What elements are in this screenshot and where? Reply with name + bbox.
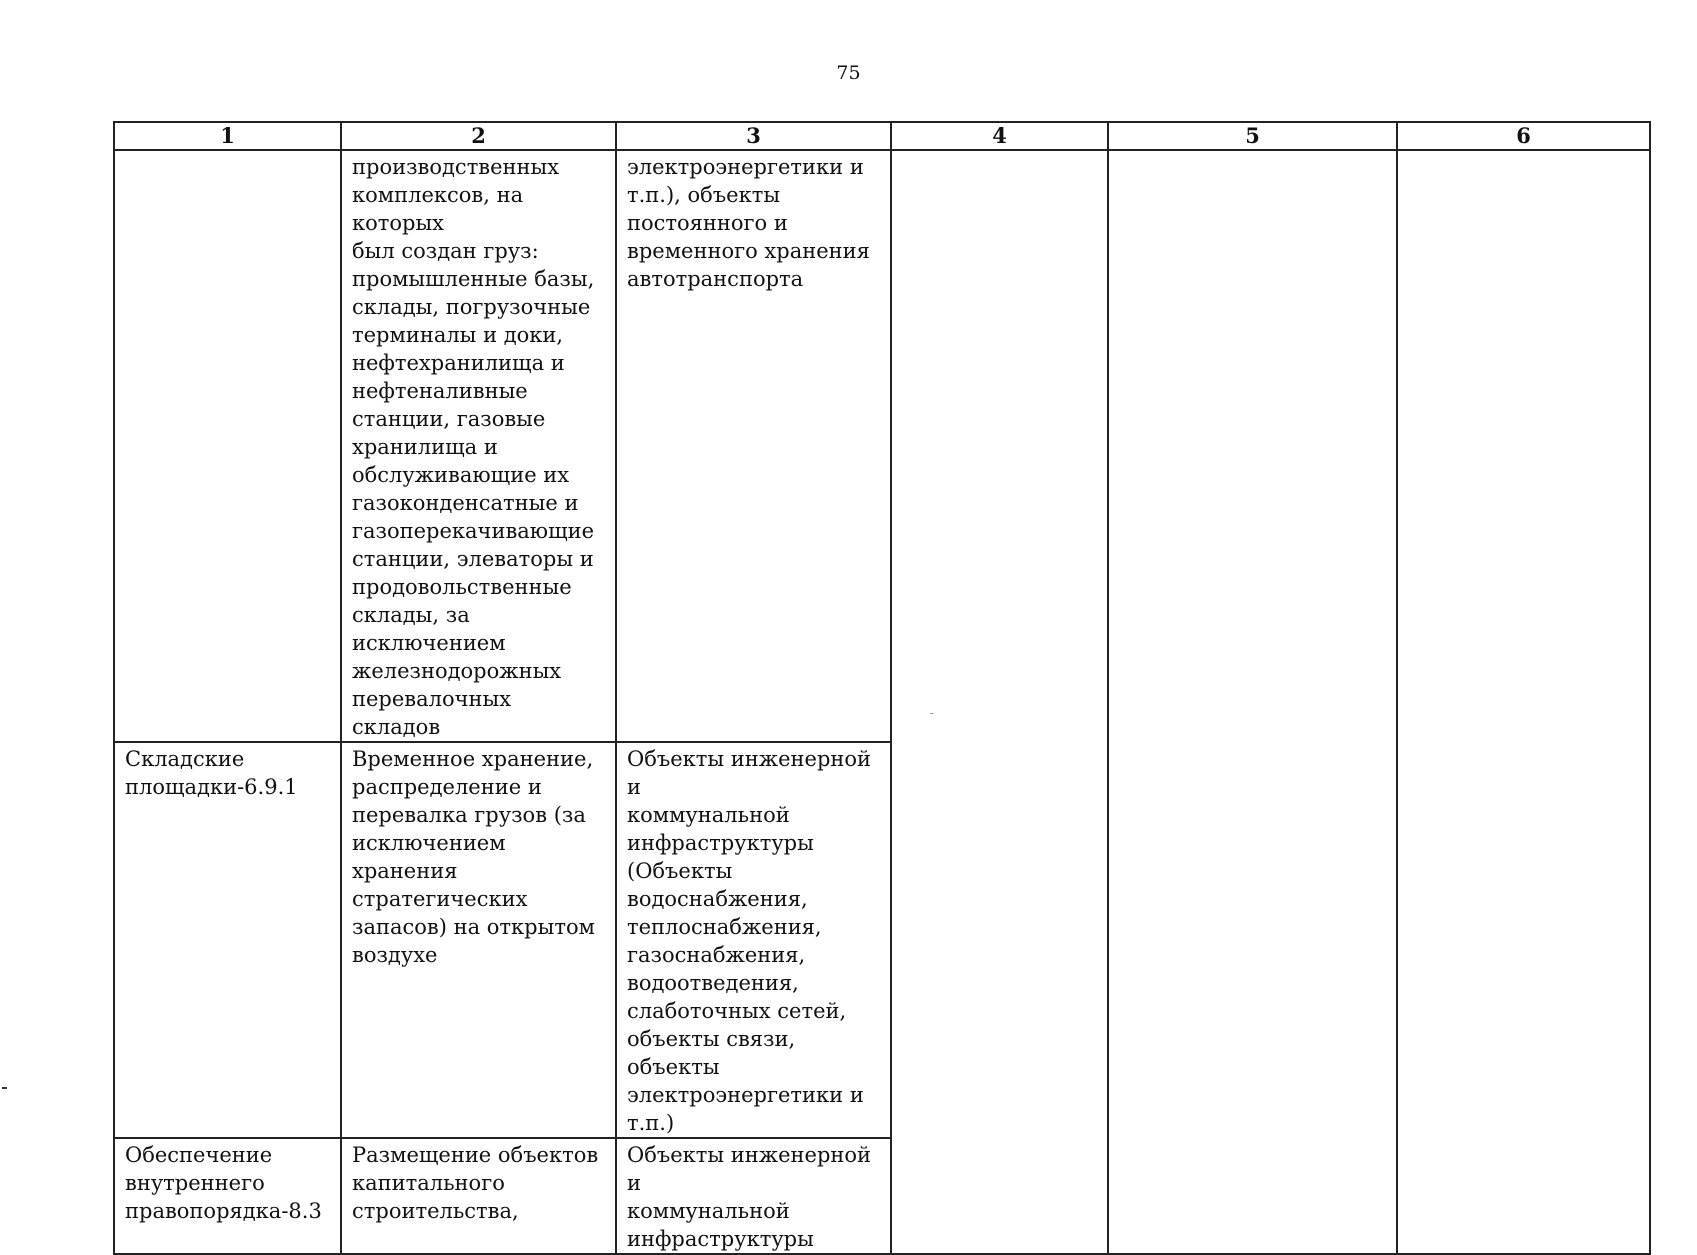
table-cell-objects: электроэнергетики и т.п.), объекты постоянного и временного хранения автотранспорта [616, 150, 891, 742]
table-cell-use-type [114, 150, 341, 742]
table-cell-use-type: Обеспечение внутреннего правопорядка-8.3 [114, 1138, 341, 1254]
column-header: 3 [616, 122, 891, 150]
table-cell-objects: Объекты инженерной и коммунальной инфраструктуры [616, 1138, 891, 1254]
table-cell-description: Временное хранение, распределение и перевалка грузов (за исключением хранения стратегических запасов) на открытом воздухе [341, 742, 616, 1138]
column-header: 6 [1397, 122, 1650, 150]
table-cell-description: производственных комплексов, на которых был создан груз: промышленные базы, склады, погрузочные терминалы и доки, нефтехранилища и нефтеналивные станции, газовые хранилища и обслуживающие их газоконденсатные и газоперекачивающие станции, элеваторы и продовольственные склады, за исключением железнодорожных перевалочных складов [341, 150, 616, 742]
table-cell-objects: Объекты инженерной и коммунальной инфраструктуры (Объекты водоснабжения, теплоснабжения, газоснабжения, водоотведения, слаботочных сетей, объекты связи, объекты электроэнергетики и т.п.) [616, 742, 891, 1138]
table-cell-col6 [1397, 150, 1650, 1254]
column-header: 2 [341, 122, 616, 150]
table-cell-use-type: Складские площадки-6.9.1 [114, 742, 341, 1138]
column-header: 4 [891, 122, 1108, 150]
land-use-table [113, 121, 1651, 1255]
table-cell-col4 [891, 150, 1108, 1254]
column-header: 1 [114, 122, 341, 150]
scan-speck [930, 713, 933, 714]
page-number: 75 [836, 62, 861, 84]
table-header-row [114, 122, 1650, 150]
column-header: 5 [1108, 122, 1397, 150]
scan-mark [2, 1087, 7, 1089]
table-cell-description: Размещение объектов капитального строительства, [341, 1138, 616, 1254]
table-cell-col5 [1108, 150, 1397, 1254]
table-row [114, 150, 1650, 742]
